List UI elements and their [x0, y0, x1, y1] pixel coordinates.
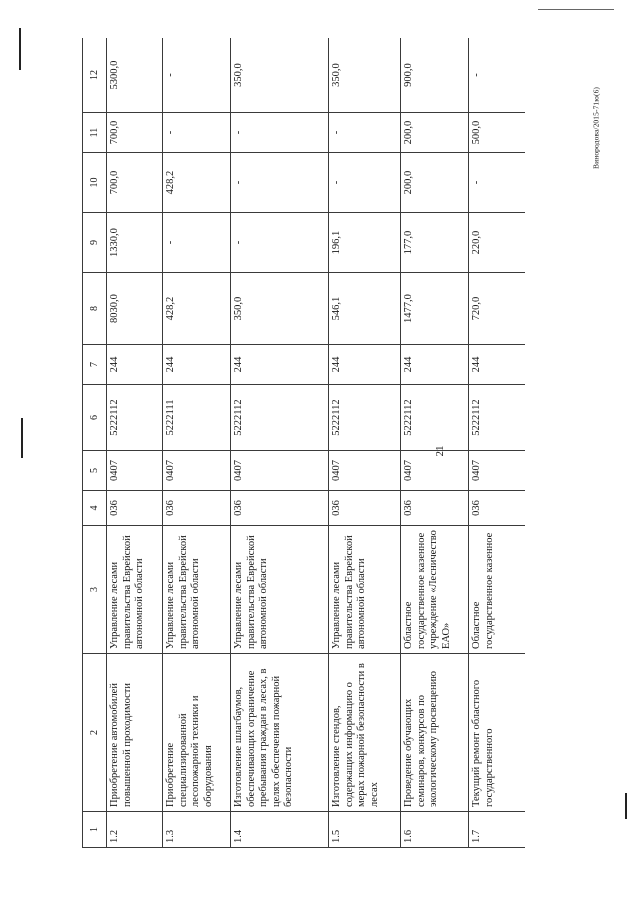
amount-year-2: -	[329, 153, 401, 213]
row-number: 1.3	[163, 812, 231, 848]
row-number: 1.6	[401, 812, 469, 848]
executor: Областное государственное казенное учреждение «Лесничество ЕАО»	[401, 526, 469, 654]
col-header: 11	[83, 113, 107, 153]
amount-year-3: -	[163, 113, 231, 153]
code-expense-type: 244	[469, 345, 526, 385]
executor: Областное государственное казенное	[469, 526, 526, 654]
code-expense-type: 244	[107, 345, 163, 385]
activity-name: Приобретение специализированной лесопожарной техники и оборудования	[163, 654, 231, 812]
table-rotation-frame	[82, 38, 525, 848]
amount-total: 720,0	[469, 273, 526, 345]
col-header: 12	[83, 38, 107, 113]
row-number: 1.7	[469, 812, 526, 848]
scan-mark-middle	[21, 418, 23, 458]
amount-year-4: 5300,0	[107, 38, 163, 113]
code-ministry: 036	[107, 491, 163, 526]
code-section: 0407	[231, 451, 329, 491]
amount-year-3: -	[231, 113, 329, 153]
amount-year-1: 196,1	[329, 213, 401, 273]
code-section: 0407	[469, 451, 526, 491]
page-number: 21	[434, 445, 446, 457]
amount-year-4: -	[163, 38, 231, 113]
amount-year-1: -	[163, 213, 231, 273]
col-header: 2	[83, 654, 107, 812]
executor: Управление лесами правительства Еврейской автономной области	[107, 526, 163, 654]
table-row	[107, 38, 163, 848]
table-row	[329, 38, 401, 848]
code-target: 5222112	[107, 385, 163, 451]
activity-name: Проведение обучающих семинаров, конкурсов по экологическому просвещению	[401, 654, 469, 812]
amount-year-2: 700,0	[107, 153, 163, 213]
amount-year-3: 500,0	[469, 113, 526, 153]
col-header: 7	[83, 345, 107, 385]
activity-name: Текущий ремонт областного государственного	[469, 654, 526, 812]
code-target: 5222111	[163, 385, 231, 451]
executor: Управление лесами правительства Еврейской автономной области	[231, 526, 329, 654]
code-target: 5222112	[469, 385, 526, 451]
activity-name: Изготовление шлагбаумов, обеспечивающих ограничение пребывания граждан в лесах, в целях обеспечения пожарной безопасности	[231, 654, 329, 812]
code-ministry: 036	[329, 491, 401, 526]
amount-year-1: 177,0	[401, 213, 469, 273]
amount-total: 428,2	[163, 273, 231, 345]
amount-year-2: 200,0	[401, 153, 469, 213]
amount-total: 350,0	[231, 273, 329, 345]
code-section: 0407	[329, 451, 401, 491]
footer-code: Винородова/2015-71ю(6)	[591, 86, 601, 170]
code-ministry: 036	[163, 491, 231, 526]
scan-mark-bottom	[625, 793, 627, 819]
code-target: 5222112	[329, 385, 401, 451]
code-section: 0407	[401, 451, 469, 491]
executor: Управление лесами правительства Еврейской автономной области	[329, 526, 401, 654]
col-header: 8	[83, 273, 107, 345]
code-expense-type: 244	[163, 345, 231, 385]
amount-year-4: 350,0	[231, 38, 329, 113]
col-header: 5	[83, 451, 107, 491]
amount-year-3: -	[329, 113, 401, 153]
table-row	[163, 38, 231, 848]
row-number: 1.4	[231, 812, 329, 848]
header-row	[83, 38, 107, 848]
code-section: 0407	[107, 451, 163, 491]
scan-mark-top	[19, 28, 21, 70]
amount-total: 546,1	[329, 273, 401, 345]
code-ministry: 036	[469, 491, 526, 526]
amount-year-1: 1330,0	[107, 213, 163, 273]
activity-name: Изготовление стендов, содержащих информацию о мерах пожарной безопасности в лесах	[329, 654, 401, 812]
col-header: 9	[83, 213, 107, 273]
activity-name: Приобретение автомобилей повышенной проходимости	[107, 654, 163, 812]
amount-total: 8030,0	[107, 273, 163, 345]
row-number: 1.5	[329, 812, 401, 848]
executor: Управление лесами правительства Еврейской автономной области	[163, 526, 231, 654]
code-ministry: 036	[401, 491, 469, 526]
amount-year-1: 220,0	[469, 213, 526, 273]
col-header: 10	[83, 153, 107, 213]
code-expense-type: 244	[329, 345, 401, 385]
col-header: 6	[83, 385, 107, 451]
col-header: 1	[83, 812, 107, 848]
code-expense-type: 244	[231, 345, 329, 385]
amount-year-3: 700,0	[107, 113, 163, 153]
table-row	[401, 38, 469, 848]
code-expense-type: 244	[401, 345, 469, 385]
scan-mark-corner	[538, 9, 614, 10]
budget-table	[82, 38, 525, 848]
amount-year-4: 350,0	[329, 38, 401, 113]
amount-year-2: -	[469, 153, 526, 213]
amount-year-2: 428,2	[163, 153, 231, 213]
table-row	[231, 38, 329, 848]
row-number: 1.2	[107, 812, 163, 848]
amount-year-2: -	[231, 153, 329, 213]
col-header: 4	[83, 491, 107, 526]
amount-year-4: 900,0	[401, 38, 469, 113]
amount-total: 1477,0	[401, 273, 469, 345]
table-row	[469, 38, 526, 848]
amount-year-4: -	[469, 38, 526, 113]
col-header: 3	[83, 526, 107, 654]
code-section: 0407	[163, 451, 231, 491]
code-target: 5222112	[231, 385, 329, 451]
amount-year-1: -	[231, 213, 329, 273]
code-ministry: 036	[231, 491, 329, 526]
amount-year-3: 200,0	[401, 113, 469, 153]
code-target: 5222112	[401, 385, 469, 451]
